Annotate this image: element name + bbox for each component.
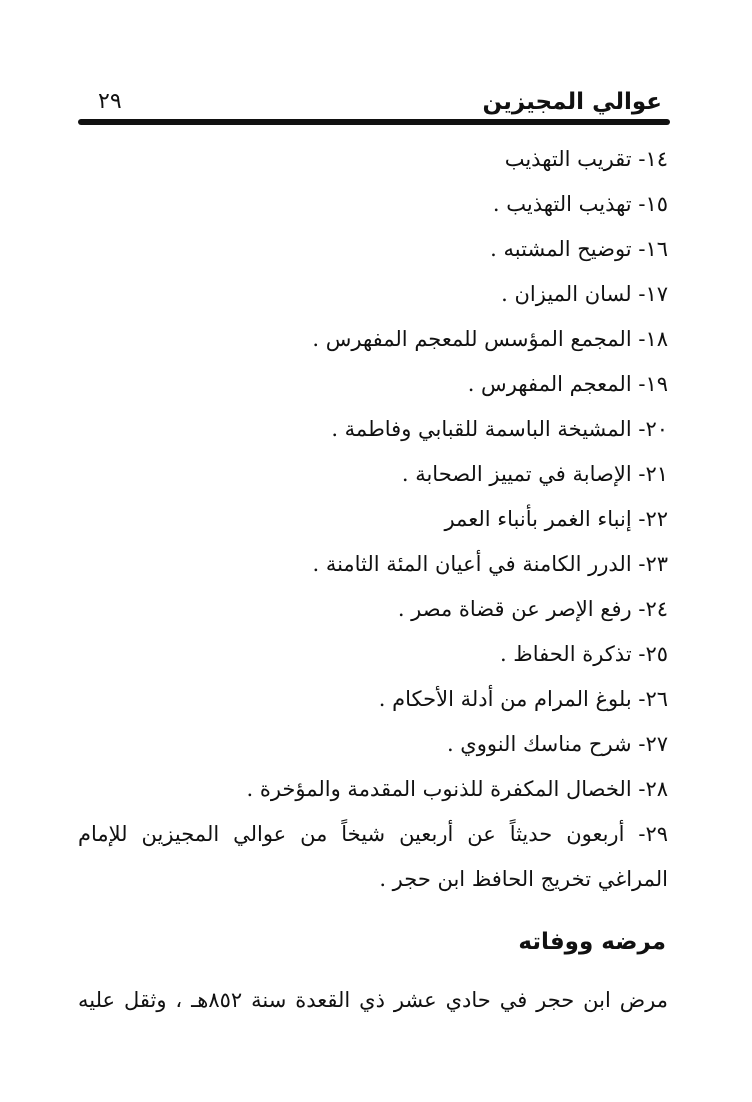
works-list-item: ١٤- تقريب التهذيب (504, 147, 668, 171)
page-number: ٢٩ (98, 89, 122, 114)
works-list-item: ١٩- المعجم المفهرس . (467, 372, 668, 396)
body-paragraph: مرض ابن حجر في حادي عشر ذي القعدة سنة ٨٥٢هـ ، وثقل عليه (78, 988, 668, 1012)
running-header-title: عوالي المجيزين (482, 89, 662, 115)
works-list-item: ٢١- الإصابة في تمييز الصحابة . (401, 462, 668, 486)
works-list-item: ٢٤- رفع الإصر عن قضاة مصر . (397, 597, 668, 621)
works-list-item: ٢٠- المشيخة الباسمة للقبابي وفاطمة . (331, 417, 668, 441)
works-list (78, 137, 668, 902)
works-list-item: ٢٦- بلوغ المرام من أدلة الأحكام . (378, 687, 668, 711)
running-header (78, 84, 670, 120)
works-list-item: ٢٥- تذكرة الحفاظ . (499, 642, 668, 666)
works-list-item: ١٧- لسان الميزان . (501, 282, 668, 306)
section-heading: مرضه ووفاته (518, 929, 666, 955)
works-list-item: ٢٣- الدرر الكامنة في أعيان المئة الثامنة . (312, 552, 668, 576)
works-list-item: ١٦- توضيح المشتبه . (490, 237, 668, 261)
works-list-item: ١٥- تهذيب التهذيب . (492, 192, 668, 216)
works-list-item: ١٨- المجمع المؤسس للمعجم المفهرس . (312, 327, 668, 351)
works-list-item: ٢٨- الخصال المكفرة للذنوب المقدمة والمؤخرة . (246, 777, 668, 801)
header-rule (78, 119, 670, 125)
works-list-item: ٢٧- شرح مناسك النووي . (446, 732, 668, 756)
works-list-item: ٢٩- أربعون حديثاً عن أربعين شيخاً من عوالي المجيزين للإمام المراغي تخريج الحافظ ابن حجر . (78, 822, 668, 891)
works-list-item: ٢٢- إنباء الغمر بأنباء العمر (444, 507, 668, 531)
